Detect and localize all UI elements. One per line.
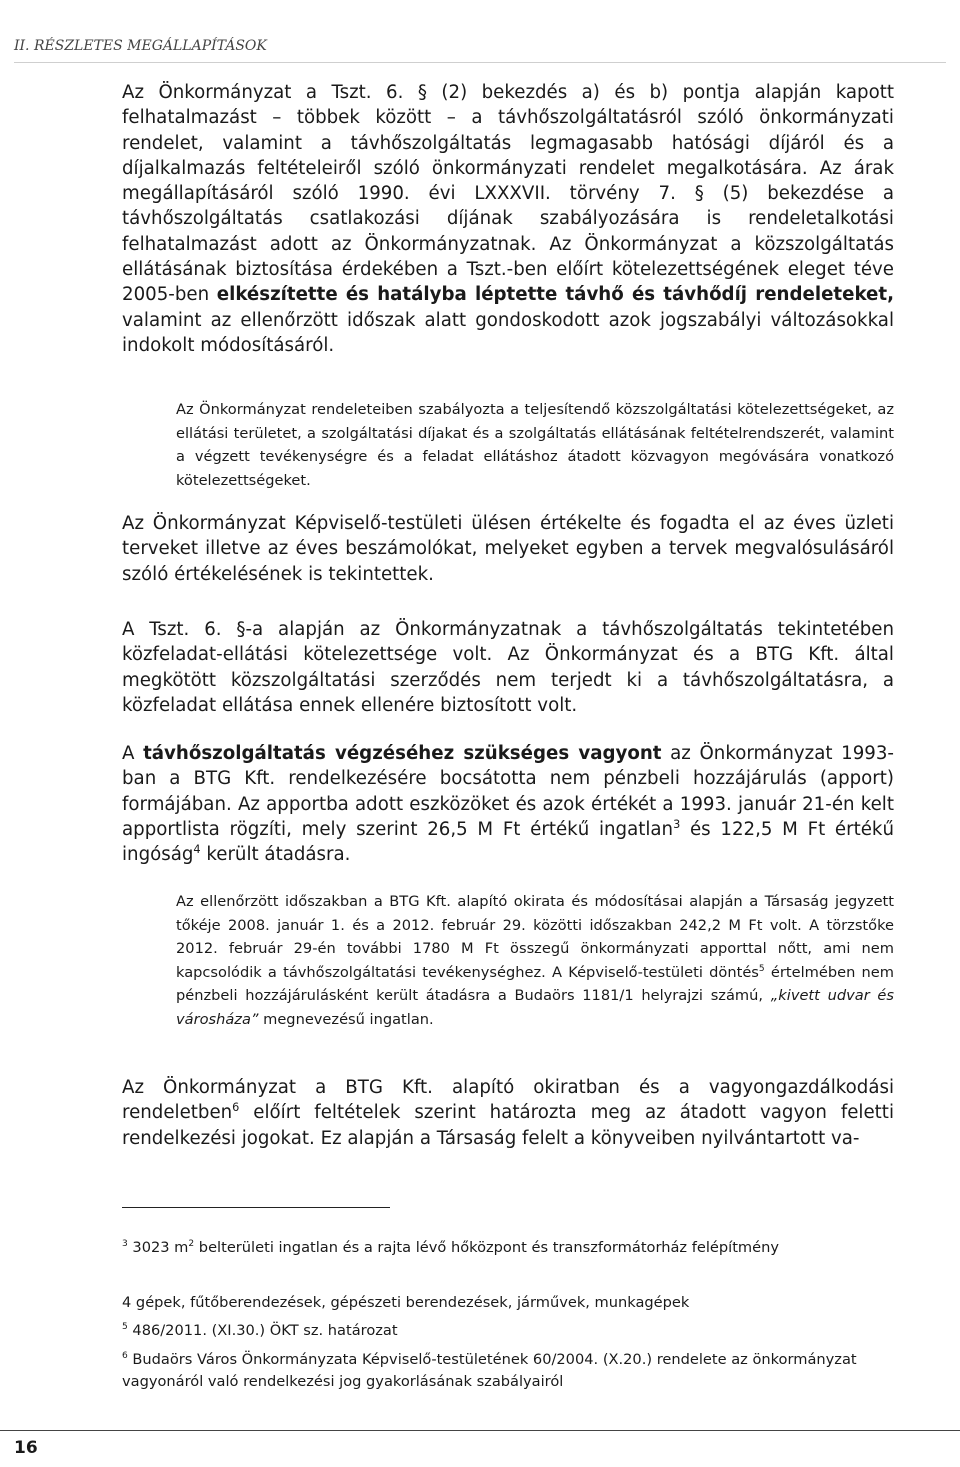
paragraph-5-text-d: került átadásra. xyxy=(200,844,351,866)
footnote-separator xyxy=(122,1207,390,1208)
paragraph-6-quote: „kivett udvar és városháza” xyxy=(176,987,895,1028)
paragraph-1-text-a: Az Önkormányzat a Tszt. 6. § (2) bekezdés a) és b) pontja alapján kapott felhatalmazást – többek között – a távhőszolgáltatásról szóló önkormányzati rendelet, valamint a távhőszolgáltatás legmagasabb hatósági díjáról és a díjalkalmazás feltételeiről szóló önkormányzati rendelet megalkotására. Az árak megállapításáról szóló 1990. évi LXXXVII. törvény 7. § (5) bekezdése a távhőszolgáltatás csatlakozási díjának szabályozására is rendeletalkotási felhatalmazást adott az Önkormányzatnak. Az Önkormányzat a közszolgáltatás ellátásának biztosítása érdekében a Tszt.-ben előírt kötelezettségének eleget téve 2005-ben xyxy=(122,82,894,306)
footnote-4 xyxy=(122,1292,897,1314)
paragraph-4 xyxy=(122,617,894,718)
footnote-3-text-a: 3023 m xyxy=(127,1239,189,1256)
footnote-6-text: Budaörs Város Önkormányzata Képviselő-testületének 60/2004. (X.20.) rendelete az önkormányzat vagyonáról való rendelkezési jog gyakorlásának szabályairól xyxy=(122,1351,857,1390)
section-title: II. RÉSZLETES MEGÁLLAPÍTÁSOK xyxy=(14,38,267,54)
footnote-3-superscript: 2 xyxy=(188,1239,195,1250)
paragraph-6-text-c: megnevezésű ingatlan. xyxy=(258,1010,434,1028)
paragraph-5-text-a: A xyxy=(122,743,144,764)
paragraph-6-text-b: értelmében nem pénzbeli hozzájárulásként került átadásra a Budaörs 1181/1 helyrajzi számú, xyxy=(176,963,894,1005)
paragraph-4-text: A Tszt. 6. §-a alapján az Önkormányzatnak a távhőszolgáltatás tekintetében közfeladat-ellátási kötelezettsége volt. Az Önkormányzat és a BTG Kft. által megkötött közszolgáltatási szerződés nem terjedt ki a távhőszolgáltatásra, a közfeladat ellátása ennek ellenére biztosított volt. xyxy=(122,619,894,716)
footnote-6-number: 6 xyxy=(122,1351,128,1362)
paragraph-5-text-b: az Önkormányzat 1993-ban a BTG Kft. rendelkezésére bocsátotta nem pénzbeli hozzájárulás (apport) formájában. Az apportba adott eszközöket és azok értékét a 1993. január 21-én kelt apportlista rögzíti, mely szerint 26,5 M Ft értékű ingatlan xyxy=(122,743,894,840)
paragraph-5 xyxy=(122,741,894,867)
paragraph-1-text-b: valamint az ellenőrzött időszak alatt gondoskodott azok jogszabályi változásokkal indokolt módosításáról. xyxy=(122,309,894,356)
footnote-ref-5: 5 xyxy=(758,963,765,974)
footnote-ref-4: 4 xyxy=(193,843,201,857)
footnote-3-text-b: belterületi ingatlan és a rajta lévő hőközpont és transzformátorház felépítmény xyxy=(194,1239,779,1256)
footnote-5 xyxy=(122,1320,897,1342)
footnote-6 xyxy=(122,1349,897,1393)
paragraph-3 xyxy=(122,511,894,587)
footnote-5-text: 486/2011. (XI.30.) ÖKT sz. határozat xyxy=(127,1322,398,1339)
footnote-ref-3: 3 xyxy=(673,817,681,831)
running-header xyxy=(14,38,946,63)
paragraph-1-bold: elkészítette és hatályba léptette távhő és távhődíj rendeleteket, xyxy=(216,284,894,306)
page-number: 16 xyxy=(14,1438,38,1458)
paragraph-7-text-a: Az Önkormányzat a BTG Kft. alapító okiratban és a vagyongazdálkodási rendeletben xyxy=(122,1077,894,1124)
paragraph-3-text: Az Önkormányzat Képviselő-testületi ülésen értékelte és fogadta el az éves üzleti terveket illetve az éves beszámolókat, melyeket egyben a tervek megvalósulásáról szóló értékelésének is tekintettek. xyxy=(122,513,894,585)
footnote-3-number: 3 xyxy=(122,1239,128,1250)
paragraph-2 xyxy=(176,398,894,492)
footer-rule xyxy=(0,1430,960,1431)
footnote-ref-6: 6 xyxy=(232,1101,240,1115)
paragraph-7 xyxy=(122,1075,894,1151)
paragraph-7-text-b: előírt feltételek szerint határozta meg az átadott vagyon feletti rendelkezési jogokat. Ez alapján a Társaság felelt a könyveiben nyilvántartott va- xyxy=(122,1102,894,1149)
footnote-3 xyxy=(122,1237,897,1259)
paragraph-2-text: Az Önkormányzat rendeleteiben szabályozta a teljesítendő közszolgáltatási kötelezettségeket, az ellátási területet, a szolgáltatási díjakat és a szolgáltatás ellátásának feltételrendszerét, valamint a végzett tevékenységre és a feladat ellátáshoz átadott közvagyon megóvására vonatkozó kötelezettségeket. xyxy=(176,401,894,489)
paragraph-5-bold: távhőszolgáltatás végzéséhez szükséges vagyont xyxy=(143,743,662,764)
paragraph-6-text-a: Az ellenőrzött időszakban a BTG Kft. alapító okirata és módosításai alapján a Társaság jegyzett tőkéje 2008. január 1. és a 2012. február 29. közötti időszakban 242,2 M Ft volt. A törzstőke 2012. február 29-én további 1780 M Ft összegű önkormányzati apporttal nőtt, ami nem kapcsolódik a távhőszolgáltatási tevékenységhez. A Képviselő-testületi döntés xyxy=(176,893,894,981)
paragraph-5-text-c: és 122,5 M Ft értékű ingóság xyxy=(122,818,894,866)
paragraph-6 xyxy=(176,890,894,1032)
footnote-5-number: 5 xyxy=(122,1322,128,1333)
paragraph-1 xyxy=(122,80,894,358)
footnote-4-text: 4 gépek, fűtőberendezések, gépészeti berendezések, járművek, munkagépek xyxy=(122,1294,690,1311)
